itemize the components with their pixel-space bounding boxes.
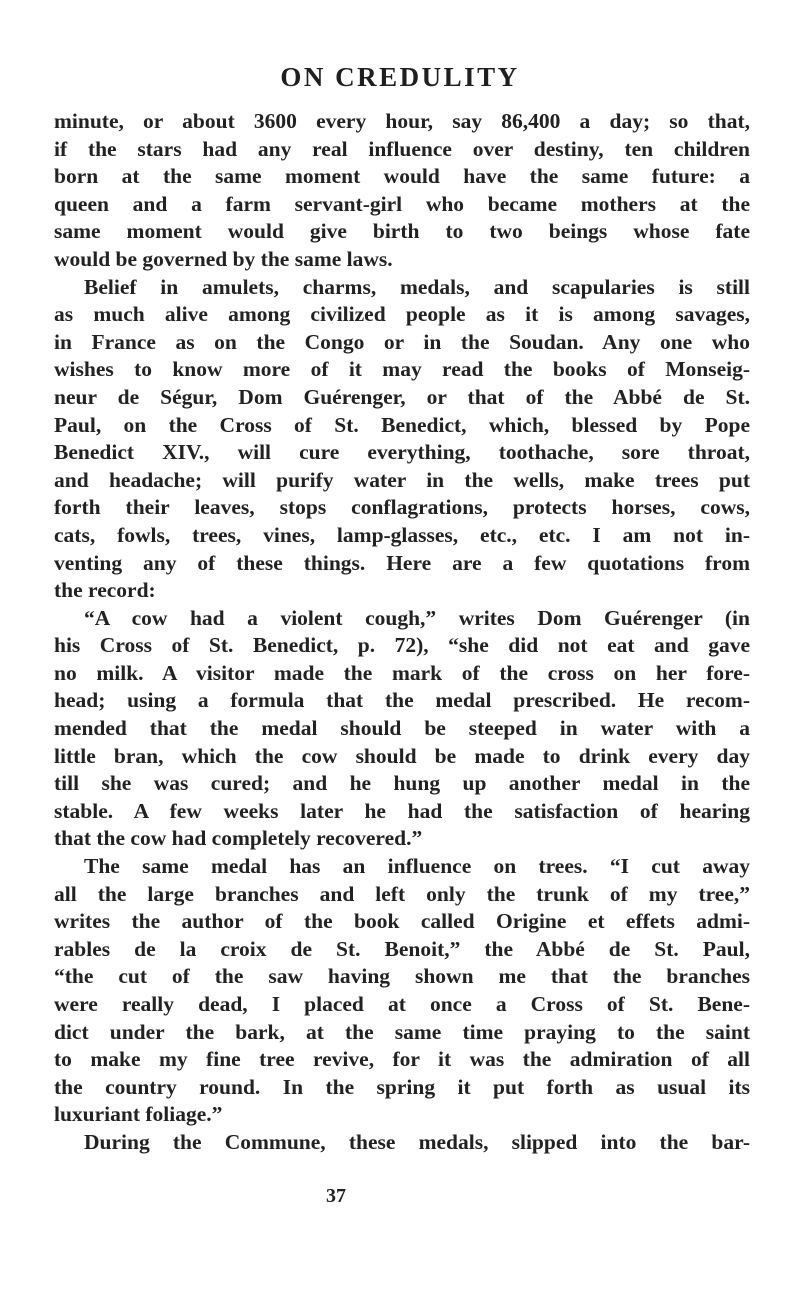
text-line: and headache; will purify water in the wells, make trees put <box>54 467 750 492</box>
text-line: no milk. A visitor made the mark of the cross on her fore- <box>54 660 750 685</box>
text-line: all the large branches and left only the trunk of my tree,” <box>54 881 750 906</box>
text-line: to make my fine tree revive, for it was the admiration of all <box>54 1047 750 1072</box>
text-line: dict under the bark, at the same time praying to the saint <box>54 1019 750 1044</box>
text-line: little bran, which the cow should be made to drink every day <box>54 743 750 768</box>
text-line: minute, or about 3600 every hour, say 86,400 a day; so that, <box>54 109 750 133</box>
page-number: 37 <box>326 1185 346 1207</box>
text-line: were really dead, I placed at once a Cross of St. Bene- <box>54 992 750 1016</box>
text-line: “the cut of the saw having shown me that the branches <box>54 964 750 989</box>
text-line: if the stars had any real influence over destiny, ten children <box>54 136 750 161</box>
text-line: in France as on the Congo or in the Soudan. Any one who <box>54 329 750 354</box>
text-line: The same medal has an influence on trees. “I cut away <box>84 854 750 879</box>
text-line: head; using a formula that the medal prescribed. He recom- <box>54 688 750 713</box>
text-line: Belief in amulets, charms, medals, and scapularies is still <box>84 274 750 299</box>
text-line: stable. A few weeks later he had the satisfaction of hearing <box>54 798 750 823</box>
text-line: luxuriant foliage.” <box>54 1102 223 1127</box>
text-line: Benedict XIV., will cure everything, toothache, sore throat, <box>54 440 750 465</box>
text-line: till she was cured; and he hung up another medal in the <box>54 771 750 796</box>
text-line: venting any of these things. Here are a few quotations from <box>54 550 750 575</box>
text-line: as much alive among civilized people as it is among savages, <box>54 302 750 327</box>
text-line: the record: <box>54 578 156 603</box>
text-line: writes the author of the book called Origine et effets admi- <box>54 909 750 934</box>
body-text <box>54 108 750 1157</box>
text-line: forth their leaves, stops conflagrations, protects horses, cows, <box>54 495 750 520</box>
text-line: mended that the medal should be steeped in water with a <box>54 716 750 741</box>
running-head: ON CREDULITY <box>280 62 520 92</box>
text-line: born at the same moment would have the same future: a <box>54 164 750 189</box>
text-line: “A cow had a violent cough,” writes Dom Guérenger (in <box>84 605 750 630</box>
text-line: queen and a farm servant-girl who became mothers at the <box>54 191 750 216</box>
text-line: During the Commune, these medals, slipped into the bar- <box>84 1129 750 1154</box>
text-line: same moment would give birth to two beings whose fate <box>54 219 750 244</box>
text-line: wishes to know more of it may read the books of Monseig- <box>54 357 750 382</box>
text-line: rables de la croix de St. Benoit,” the Abbé de St. Paul, <box>54 936 750 961</box>
text-line: would be governed by the same laws. <box>54 246 393 271</box>
text-line: Paul, on the Cross of St. Benedict, which, blessed by Pope <box>54 412 750 437</box>
text-line: his Cross of St. Benedict, p. 72), “she did not eat and gave <box>54 633 750 658</box>
text-line: cats, fowls, trees, vines, lamp-glasses, etc., etc. I am not in- <box>54 522 750 547</box>
text-line: that the cow had completely recovered.” <box>54 826 423 851</box>
text-line: the country round. In the spring it put forth as usual its <box>54 1074 750 1099</box>
text-line: neur de Ségur, Dom Guérenger, or that of the Abbé de St. <box>54 384 750 409</box>
